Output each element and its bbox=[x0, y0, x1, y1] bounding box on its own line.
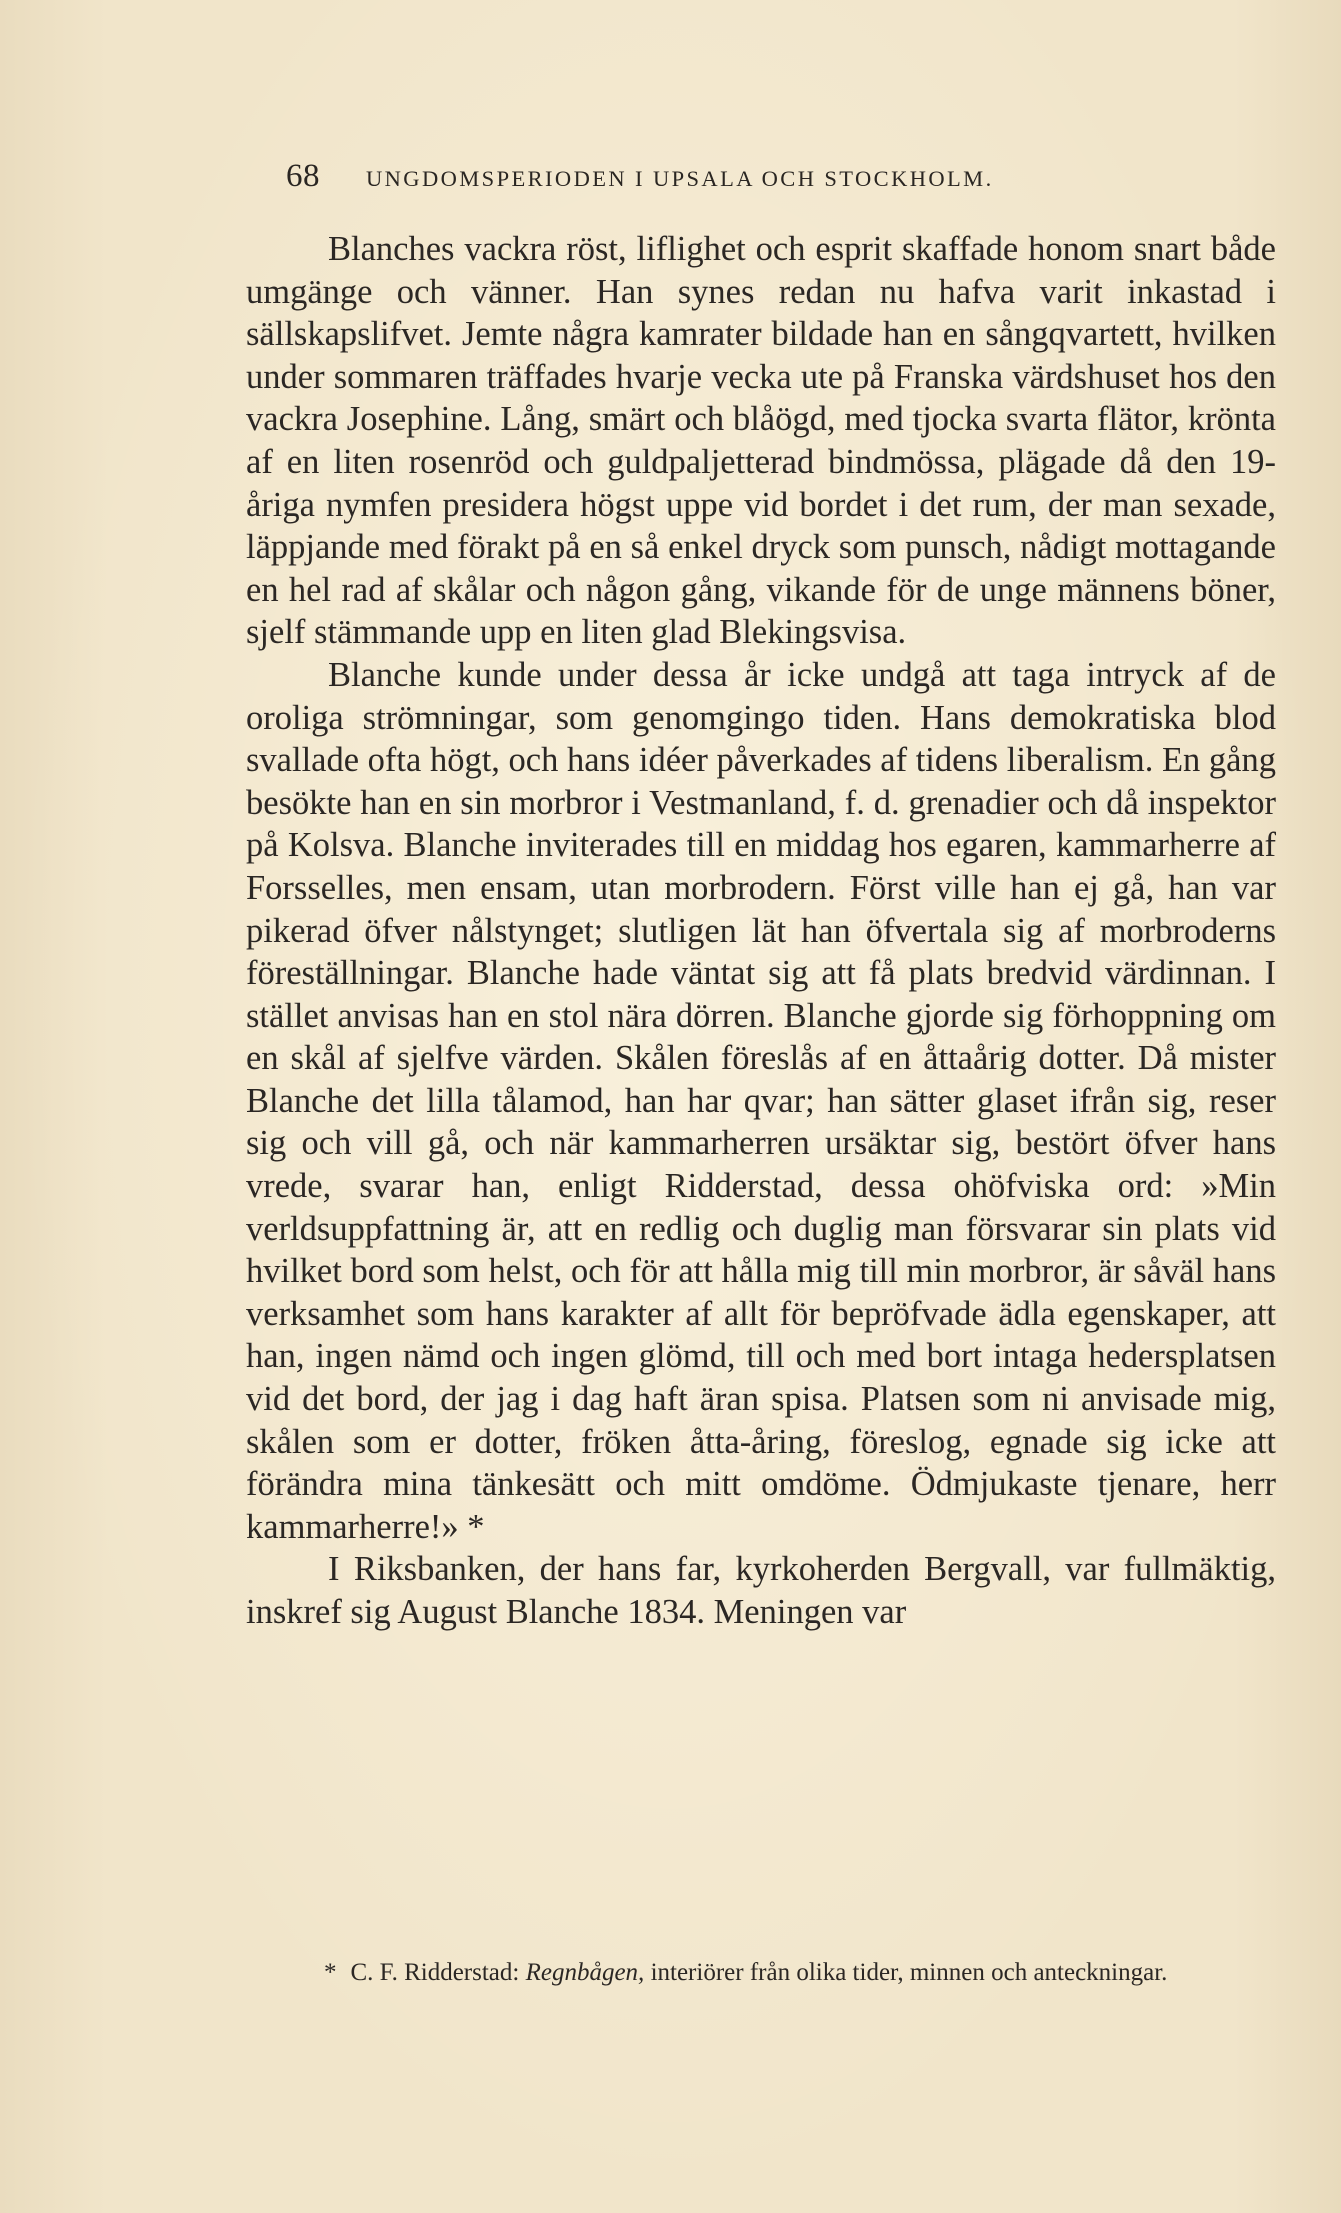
paragraph-2: Blanche kunde under dessa år icke undgå att taga intryck af de oroliga strömningar, som genomgingo tiden. Hans demokratiska blod svallade ofta högt, och hans idéer påverkades af tidens liberalism. En gång besökte han en sin morbror i Vestmanland, f. d. grenadier och då inspektor på Kolsva. Blanche inviterades till en middag hos egaren, kammarherre af Forsselles, men ensam, utan morbrodern. Först ville han ej gå, han var pikerad öfver nålstynget; slutligen lät han öfvertala sig af morbroderns föreställningar. Blanche hade väntat sig att få plats bredvid värdinnan. I stället anvisas han en stol nära dörren. Blanche gjorde sig förhoppning om en skål af sjelfve värden. Skålen föreslås af en åttaårig dotter. Då mister Blanche det lilla tålamod, han har qvar; han sätter glaset ifrån sig, reser sig och vill gå, och när kammarherren ursäktar sig, bestört öfver hans vrede, svarar han, enligt Ridderstad, dessa ohöfviska ord: »Min verldsuppfattning är, att en redlig och duglig man försvarar sin plats vid hvilket bord som helst, och för att hålla mig till min morbror, är såväl hans verksamhet som hans karakter af allt för bepröfvade ädla egenskaper, att han, ingen nämd och ingen glömd, till och med bort intaga hedersplatsen vid det bord, der jag i dag haft äran spisa. Platsen som ni anvisade mig, skålen som er dotter, fröken åtta-åring, föreslog, egnade sig icke att förändra mina tänkesätt och mitt omdöme. Ödmjukaste tjenare, herr kammarherre!» * bbox=[246, 655, 1276, 1546]
running-head: UNGDOMSPERIODEN I UPSALA OCH STOCKHOLM. bbox=[366, 166, 994, 191]
footnote-text: interiörer från olika tider, minnen och anteckningar. bbox=[650, 1959, 1168, 1986]
footnote-title: Regnbågen, bbox=[525, 1959, 645, 1986]
body-text bbox=[246, 228, 1276, 1634]
page-header bbox=[286, 158, 1216, 208]
page-number: 68 bbox=[286, 158, 320, 194]
paragraph-1: Blanches vackra röst, liflighet och esprit skaffade honom snart både umgänge och vänner. Han synes redan nu hafva varit inkastad i sällskapslifvet. Jemte några kamrater bildade han en sångqvartett, hvilken under sommaren träffades hvarje vecka ute på Franska värdshuset hos den vackra Josephine. Lång, smärt och blåögd, med tjocka svarta flätor, krönta af en liten rosenröd och guldpaljetterad bindmössa, plägade då den 19-åriga nymfen presidera högst uppe vid bordet i det rum, der man sexade, läppjande med förakt på en så enkel dryck som punsch, nådigt mottagande en hel rad af skålar och någon gång, vikande för de unge männens böner, sjelf stämmande upp en liten glad Blekingsvisa. bbox=[246, 230, 1276, 652]
footnote-marker: * bbox=[324, 1959, 337, 1986]
footnote bbox=[238, 1955, 1278, 1990]
paragraph-3: I Riksbanken, der hans far, kyrkoherden Bergvall, var fullmäktig, inskref sig August Blanche 1834. Meningen var bbox=[246, 1550, 1276, 1631]
footnote-author: C. F. Ridderstad: bbox=[350, 1959, 520, 1986]
